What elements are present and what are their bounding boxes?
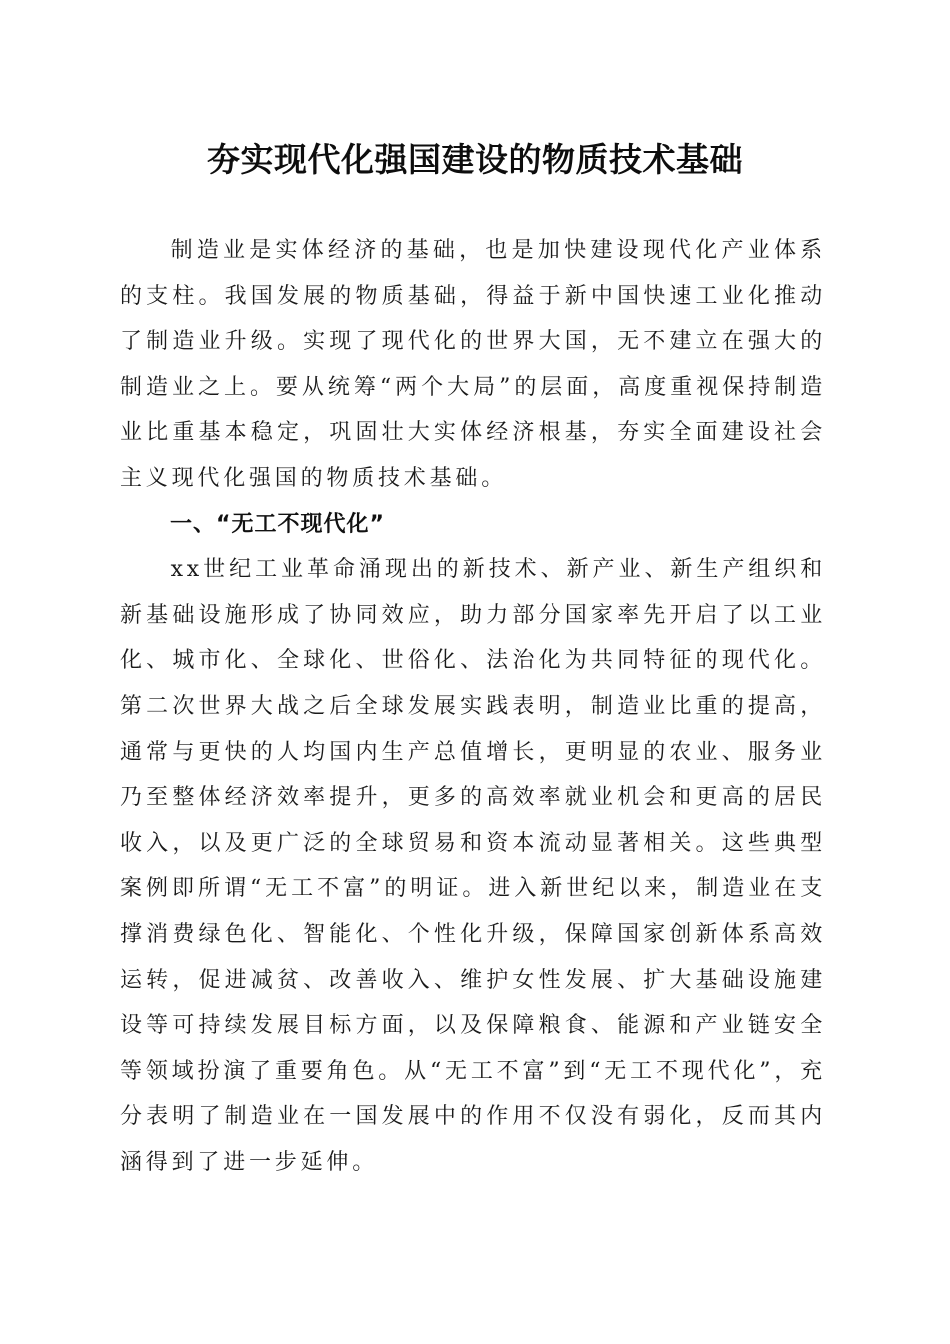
section-heading-1: 一、“无工不现代化” (170, 511, 385, 537)
document-title: 夯实现代化强国建设的物质技术基础 (207, 140, 743, 179)
paragraph-section-1: xx世纪工业革命涌现出的新技术、新产业、新生产组织和新基础设施形成了协同效应，助力部分国家率先开启了以工业化、城市化、全球化、世俗化、法治化为共同特征的现代化。第二次世界大战之后全球发展实践表明，制造业比重的提高，通常与更快的人均国内生产总值增长，更明显的农业、服务业乃至整体经济效率提升，更多的高效率就业机会和更高的居民收入，以及更广泛的全球贸易和资本流动显著相关。这些典型案例即所谓“无工不富”的明证。进入新世纪以来，制造业在支撑消费绿色化、智能化、个性化升级，保障国家创新体系高效运转，促进减贫、改善收入、维护女性发展、扩大基础设施建设等可持续发展目标方面，以及保障粮食、能源和产业链安全等领域扮演了重要角色。从“无工不富”到“无工不现代化”，充分表明了制造业在一国发展中的作用不仅没有弱化，反而其内涵得到了进一步延伸。 (120, 557, 826, 1175)
paragraph-intro: 制造业是实体经济的基础，也是加快建设现代化产业体系的支柱。我国发展的物质基础，得益于新中国快速工业化推动了制造业升级。实现了现代化的世界大国，无不建立在强大的制造业之上。要从统筹“两个大局”的层面，高度重视保持制造业比重基本稳定，巩固壮大实体经济根基，夯实全面建设社会主义现代化强国的物质技术基础。 (120, 238, 826, 491)
document-body (120, 228, 826, 1185)
